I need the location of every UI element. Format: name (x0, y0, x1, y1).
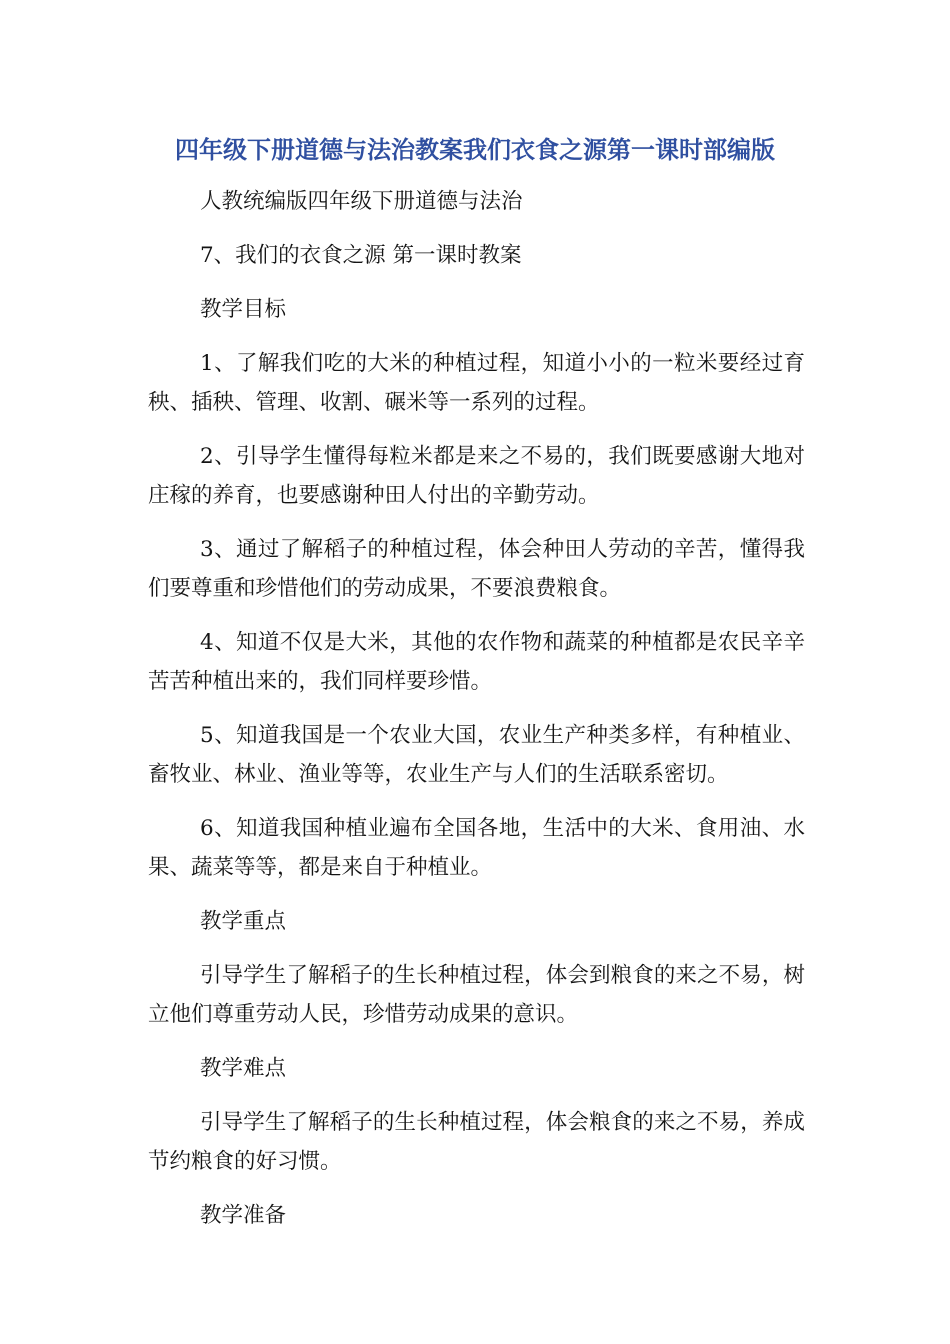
paragraph-line: 引导学生了解稻子的生长种植过程，体会到粮食的来之不易，树 (200, 962, 805, 988)
paragraph-line: 1、了解我们吃的大米的种植过程，知道小小的一粒米要经过育 (200, 350, 805, 376)
paragraph-line: 6、知道我国种植业遍布全国各地，生活中的大米、食用油、水 (200, 815, 805, 841)
paragraph-line: 2、引导学生懂得每粒米都是来之不易的，我们既要感谢大地对 (200, 443, 805, 469)
key-points-text (148, 956, 805, 1034)
goal-item-3 (148, 530, 805, 608)
paragraph-line: 4、知道不仅是大米，其他的农作物和蔬菜的种植都是农民辛辛 (200, 629, 805, 655)
paragraph-line: 人教统编版四年级下册道德与法治 (200, 188, 523, 214)
paragraph-line: 教学难点 (200, 1055, 287, 1081)
textbook-edition-line (148, 182, 805, 221)
paragraph-line: 畜牧业、林业、渔业等等，农业生产与人们的生活联系密切。 (148, 761, 729, 787)
paragraph-line: 引导学生了解稻子的生长种植过程，体会粮食的来之不易，养成 (200, 1109, 805, 1135)
goal-item-4 (148, 623, 805, 701)
goal-item-1 (148, 344, 805, 422)
paragraph-line: 果、蔬菜等等，都是来自于种植业。 (148, 854, 493, 880)
goal-item-5 (148, 716, 805, 794)
document-title: 四年级下册道德与法治教案我们衣食之源第一课时部编版 (175, 136, 775, 164)
goal-item-2 (148, 437, 805, 515)
goal-item-6 (148, 809, 805, 887)
paragraph-line: 立他们尊重劳动人民，珍惜劳动成果的意识。 (148, 1001, 579, 1027)
paragraph-line: 节约粮食的好习惯。 (148, 1148, 342, 1174)
paragraph-line: 庄稼的养育，也要感谢种田人付出的辛勤劳动。 (148, 482, 600, 508)
document-body (148, 182, 805, 1250)
section-heading-preparation (148, 1196, 805, 1235)
section-heading-key-points (148, 902, 805, 941)
paragraph-line: 7、我们的衣食之源 第一课时教案 (200, 242, 522, 268)
paragraph-line: 们要尊重和珍惜他们的劳动成果，不要浪费粮食。 (148, 575, 622, 601)
paragraph-line: 秧、插秧、管理、收割、碾米等一系列的过程。 (148, 389, 600, 415)
paragraph-line: 3、通过了解稻子的种植过程，体会种田人劳动的辛苦，懂得我 (200, 536, 805, 562)
section-heading-difficulties (148, 1049, 805, 1088)
difficulties-text (148, 1103, 805, 1181)
paragraph-line: 苦苦种植出来的，我们同样要珍惜。 (148, 668, 493, 694)
paragraph-line: 教学重点 (200, 908, 287, 934)
paragraph-line: 教学准备 (200, 1202, 287, 1228)
paragraph-line: 5、知道我国是一个农业大国，农业生产种类多样，有种植业、 (200, 722, 805, 748)
lesson-title-line (148, 236, 805, 275)
paragraph-line: 教学目标 (200, 296, 287, 322)
section-heading-teaching-goals (148, 290, 805, 329)
